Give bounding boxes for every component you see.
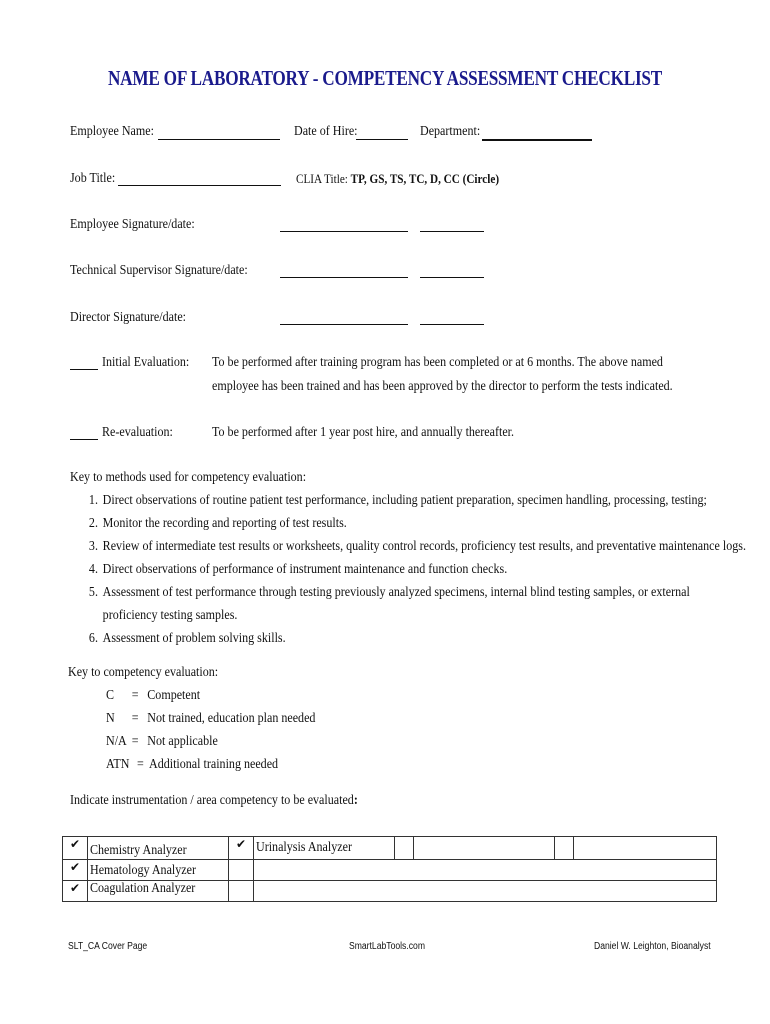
table-row [63, 860, 717, 881]
method-item: 6. Assessment of problem solving skills. [101, 627, 755, 650]
key-meaning: Additional training needed [149, 757, 279, 772]
employee-signature-date-line[interactable] [420, 231, 484, 232]
competency-key-row [106, 757, 278, 773]
employee-signature-line[interactable] [280, 231, 408, 232]
checkbox-cell[interactable] [395, 837, 414, 860]
re-evaluation-desc: To be performed after 1 year post hire, and annually thereafter. [212, 425, 515, 440]
instrument-label: Coagulation Analyzer [90, 881, 196, 896]
key-meaning: Not applicable [147, 734, 218, 749]
department-line[interactable] [482, 139, 592, 141]
equals-sign: = [136, 757, 144, 772]
date-of-hire-line[interactable] [356, 139, 408, 140]
key-code: ATN [106, 757, 130, 772]
page-title: NAME OF LABORATORY - COMPETENCY ASSESSMENT CHECKLIST [107, 66, 662, 90]
competency-key-row [106, 711, 315, 727]
job-title-line[interactable] [118, 185, 281, 186]
table-row [63, 881, 717, 902]
initial-evaluation-blank[interactable] [70, 369, 98, 370]
table-row [63, 837, 717, 860]
equals-sign: = [131, 734, 139, 749]
method-item: 1. Direct observations of routine patient test performance, including patient preparation, specimen handling, processing, testing; [101, 489, 755, 512]
instrumentation-heading-text: Indicate instrumentation / area competency to be evaluated [70, 793, 354, 808]
instrumentation-heading [70, 793, 358, 809]
check-icon: ✔ [69, 837, 81, 851]
instrumentation-heading-colon: : [353, 793, 358, 808]
instrument-label: Urinalysis Analyzer [256, 840, 352, 855]
clia-title-options[interactable]: TP, GS, TS, TC, D, CC (Circle) [350, 171, 500, 186]
competency-key-row [106, 734, 218, 750]
key-meaning: Not trained, education plan needed [147, 711, 316, 726]
checkbox-cell[interactable] [63, 837, 88, 860]
date-of-hire-label: Date of Hire: [294, 124, 358, 139]
initial-evaluation-desc-2: employee has been trained and has been approved by the director to perform the tests indicated. [212, 379, 673, 394]
table-cell [254, 881, 717, 902]
table-cell [88, 860, 229, 881]
key-meaning: Competent [147, 688, 201, 703]
table-cell [254, 837, 395, 860]
key-code: N/A [106, 734, 127, 749]
checkbox-cell[interactable] [63, 881, 88, 902]
footer-center: SmartLabTools.com [349, 941, 426, 952]
table-cell [254, 860, 717, 881]
clia-title [296, 171, 499, 187]
employee-name-label: Employee Name: [70, 124, 154, 139]
equals-sign: = [131, 688, 139, 703]
key-code: C [106, 688, 115, 703]
employee-name-line[interactable] [158, 139, 280, 140]
method-item: 2. Monitor the recording and reporting of test results. [101, 512, 755, 535]
checkbox-cell[interactable] [555, 837, 574, 860]
tech-supervisor-signature-line[interactable] [280, 277, 408, 278]
competency-key-heading: Key to competency evaluation: [68, 665, 219, 680]
director-label: Director Signature/date: [70, 310, 187, 325]
check-icon: ✔ [69, 860, 81, 874]
methods-heading: Key to methods used for competency evaluation: [70, 470, 307, 485]
checkbox-cell[interactable] [229, 837, 254, 860]
employee-signature-label: Employee Signature/date: [70, 217, 195, 232]
footer-right: Daniel W. Leighton, Bioanalyst [594, 941, 711, 952]
checkbox-cell[interactable] [229, 881, 254, 902]
equals-sign: = [131, 711, 139, 726]
director-signature-line[interactable] [280, 324, 408, 325]
competency-key-row [106, 688, 200, 704]
tech-supervisor-date-line[interactable] [420, 277, 484, 278]
clia-title-label: CLIA Title: [296, 171, 348, 186]
methods-list [70, 489, 755, 650]
table-cell [414, 837, 555, 860]
tech-supervisor-label: Technical Supervisor Signature/date: [70, 263, 248, 278]
table-cell [88, 837, 229, 860]
re-evaluation-blank[interactable] [70, 439, 98, 440]
checkbox-cell[interactable] [63, 860, 88, 881]
checkbox-cell[interactable] [229, 860, 254, 881]
re-evaluation-label: Re-evaluation: [102, 425, 173, 440]
director-date-line[interactable] [420, 324, 484, 325]
job-title-label: Job Title: [70, 171, 116, 186]
instrumentation-table [62, 836, 717, 902]
instrument-label: Hematology Analyzer [90, 863, 196, 878]
method-item: 5. Assessment of test performance through testing previously analyzed specimens, internal blind testing samples, or external proficiency testing samples. [101, 581, 731, 627]
table-cell [88, 881, 229, 902]
method-item: 4. Direct observations of performance of instrument maintenance and function checks. [101, 558, 755, 581]
department-label: Department: [420, 124, 481, 139]
initial-evaluation-label: Initial Evaluation: [102, 355, 190, 370]
key-code: N [106, 711, 115, 726]
instrument-label: Chemistry Analyzer [90, 843, 187, 858]
method-item: 3. Review of intermediate test results or worksheets, quality control records, proficiency test results, and preventative maintenance logs. [101, 535, 755, 558]
table-cell [574, 837, 717, 860]
footer-left: SLT_CA Cover Page [68, 941, 148, 952]
check-icon: ✔ [235, 837, 247, 851]
check-icon: ✔ [69, 881, 81, 895]
initial-evaluation-desc-1: To be performed after training program has been completed or at 6 months. The above named [212, 355, 663, 370]
